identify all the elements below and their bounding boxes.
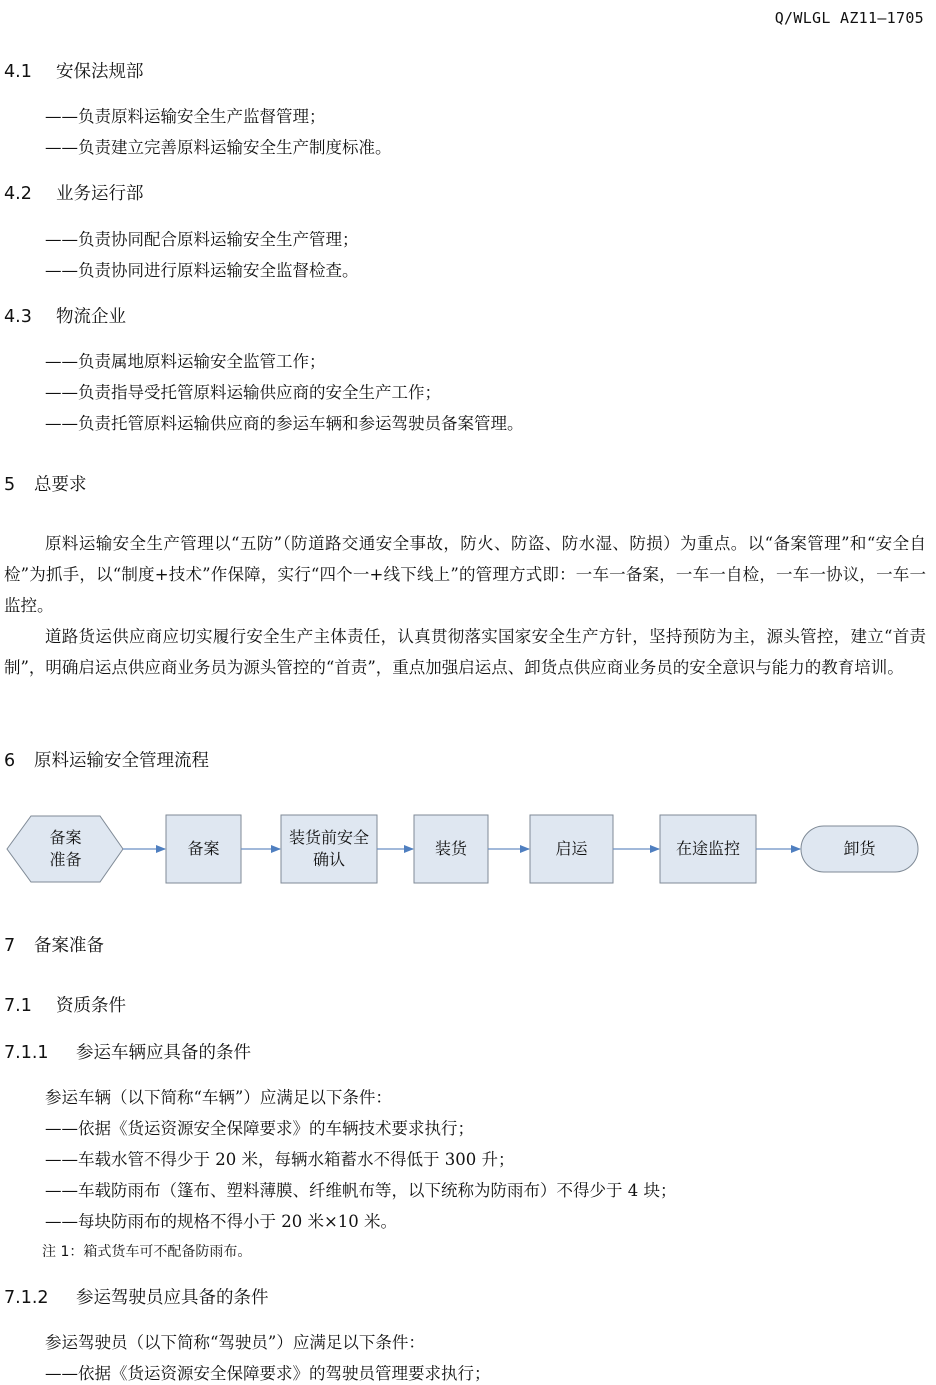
section-number: 7.1.2 — [4, 1288, 49, 1308]
section-title: 物流企业 — [56, 307, 126, 327]
section-title: 参运驾驶员应具备的条件 — [76, 1288, 269, 1308]
section-7-1-1-heading — [4, 1039, 251, 1064]
flow-label-line: 确认 — [312, 850, 345, 869]
list-item: ——负责协同进行原料运输安全监督检查。 — [45, 261, 359, 280]
section-7-1-2-heading — [4, 1284, 269, 1309]
flow-step-2-label — [281, 815, 377, 883]
section-4-3-heading — [4, 303, 126, 328]
section-7-1-heading — [4, 992, 126, 1017]
section-title: 参运车辆应具备的条件 — [76, 1043, 251, 1063]
list-item: ——每块防雨布的规格不得小于 20 米×10 米。 — [45, 1212, 398, 1231]
paragraph: 原料运输安全生产管理以“五防”（防道路交通安全事故，防火、防盗、防水湿、防损）为重点。以“备案管理”和“安全自检”为抓手，以“制度+技术”作保障，实行“四个一+线下线上”的管理方式即：一车一备案，一车一自检，一车一协议，一车一监控。 — [4, 534, 926, 615]
note-label: 注 1： — [42, 1244, 84, 1260]
section-title: 安保法规部 — [56, 62, 144, 82]
section-number: 7 — [4, 936, 16, 956]
section-number: 4.1 — [4, 62, 32, 82]
list-item: ——负责属地原料运输安全监管工作； — [45, 352, 326, 371]
list-item: ——负责协同配合原料运输安全生产管理； — [45, 230, 359, 249]
section-5-body — [4, 528, 926, 683]
section-4-2-heading — [4, 180, 144, 205]
list-item: ——负责原料运输安全生产监督管理； — [45, 107, 326, 126]
note-text: 箱式货车可不配备防雨布。 — [83, 1244, 252, 1260]
list-item: ——负责建立完善原料运输安全生产制度标准。 — [45, 138, 392, 157]
section-number: 4.3 — [4, 307, 32, 327]
section-title: 总要求 — [34, 475, 87, 495]
document-code: Q/WLGL AZ11—1705 — [774, 9, 924, 27]
section-number: 5 — [4, 475, 16, 495]
section-number: 7.1.1 — [4, 1043, 49, 1063]
section-7-heading — [4, 932, 104, 957]
flow-step-5-label: 在途监控 — [675, 839, 740, 858]
section-title: 业务运行部 — [56, 184, 144, 204]
intro-line: 参运车辆（以下简称“车辆”）应满足以下条件： — [45, 1088, 392, 1107]
list-item: ——依据《货运资源安全保障要求》的驾驶员管理要求执行； — [45, 1364, 491, 1383]
section-number: 4.2 — [4, 184, 32, 204]
list-item: ——负责托管原料运输供应商的参运车辆和参运驾驶员备案管理。 — [45, 414, 524, 433]
flow-step-4-label: 启运 — [555, 839, 588, 858]
flow-step-1-label: 备案 — [187, 839, 220, 858]
flow-label-line: 备案 — [49, 828, 82, 847]
list-item: ——车载水管不得少于 20 米，每辆水箱蓄水不得低于 300 升； — [45, 1150, 515, 1169]
section-title: 资质条件 — [56, 996, 126, 1016]
paragraph: 道路货运供应商应切实履行安全生产主体责任，认真贯彻落实国家安全生产方针，坚持预防为主，源头管控，建立“首责制”，明确启运点供应商业务员为源头管控的“首责”，重点加强启运点、卸货点供应商业务员的安全意识与能力的教育培训。 — [4, 627, 926, 677]
flow-label-line: 准备 — [49, 850, 82, 869]
flow-step-3-label: 装货 — [434, 839, 467, 858]
list-item: ——负责指导受托管原料运输供应商的安全生产工作； — [45, 383, 441, 402]
section-title: 备案准备 — [34, 936, 104, 956]
list-item: ——车载防雨布（篷布、塑料薄膜、纤维帆布等，以下统称为防雨布）不得少于 4 块； — [45, 1181, 677, 1200]
flow-end-label: 卸货 — [843, 839, 876, 858]
process-flowchart — [0, 808, 936, 892]
section-5-heading — [4, 471, 87, 496]
section-4-1-heading — [4, 58, 144, 83]
section-title: 原料运输安全管理流程 — [34, 751, 209, 771]
section-6-heading — [4, 747, 209, 772]
list-item: ——依据《货运资源安全保障要求》的车辆技术要求执行； — [45, 1119, 474, 1138]
intro-line: 参运驾驶员（以下简称“驾驶员”）应满足以下条件： — [45, 1333, 425, 1352]
flow-start-label — [31, 816, 100, 882]
section-number: 6 — [4, 751, 16, 771]
section-number: 7.1 — [4, 996, 32, 1016]
flow-label-line: 装货前安全 — [288, 828, 369, 847]
note — [42, 1241, 251, 1261]
